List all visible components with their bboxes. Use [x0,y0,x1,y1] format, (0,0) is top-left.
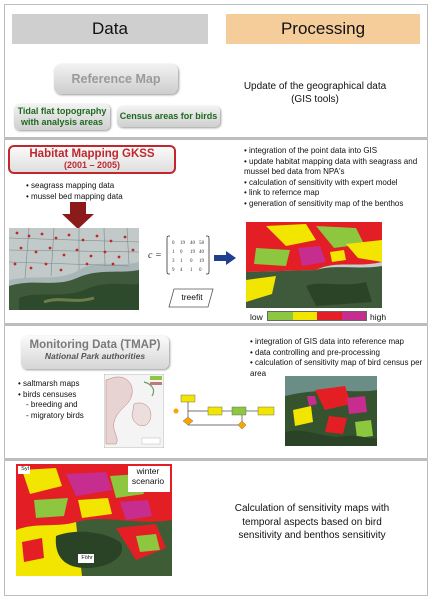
legend-swatch [268,312,293,320]
svg-text:19: 19 [199,259,204,264]
svg-text:c =: c = [148,250,162,261]
tmap-sub-list [26,400,116,421]
down-arrow-icon [60,202,96,230]
list-item: • saltmarsh maps [18,379,108,390]
legend-swatch [293,312,318,320]
svg-text:19: 19 [190,250,195,255]
monitoring-subtitle: National Park authorities [44,351,146,361]
legend-swatch [342,312,367,320]
svg-text:0: 0 [172,241,175,246]
legend-low-label: low [250,312,263,322]
reference-map-box: Reference Map [54,64,178,94]
habitat-mapping-box [8,145,176,174]
section-divider [4,458,428,461]
data-header: Data [12,14,208,44]
winter-scenario-label: winter scenario [131,466,165,486]
flowchart-diagram [172,391,276,437]
svg-text:19: 19 [180,241,185,246]
svg-text:0: 0 [180,250,183,255]
svg-text:40: 40 [190,241,195,246]
svg-text:1: 1 [172,250,175,255]
tmap-data-list [18,379,108,400]
census-areas-box: Census areas for birds [117,106,220,127]
list-item: - migratory birds [26,410,84,420]
list-item: • data controlling and pre-processing [250,348,428,359]
monitoring-title: Monitoring Data (TMAP) [29,339,161,351]
legend-high-label: high [370,312,387,322]
section-divider [4,137,428,140]
svg-text:4: 4 [180,268,183,273]
habitat-satellite-map [9,228,139,310]
benthos-sensitivity-map [246,222,382,308]
section-divider [4,323,428,326]
calculation-text: Calculation of sensitivity maps with temporal aspects based on bird sensitivity and benthos sensitivity [234,503,390,541]
habitat-mapping-years: (2001 – 2005) [63,160,121,170]
update-text: Update of the geographical data (GIS tools) [243,81,387,105]
habitat-mapping-title: Habitat Mapping GKSS [29,148,155,160]
list-item: • calculation of sensitivity with expert model [244,178,426,189]
svg-text:1: 1 [190,268,193,273]
list-item: • integration of GIS data into reference map [250,337,428,348]
monitoring-data-box [21,336,169,369]
list-item: - breeding and [26,400,78,409]
saltmarsh-map [104,374,164,448]
svg-text:40: 40 [199,250,204,255]
svg-text:3: 3 [172,259,175,264]
sensitivity-legend [267,311,367,321]
svg-text:0: 0 [199,268,202,273]
svg-text:9: 9 [172,268,175,273]
list-item: • integration of the point data into GIS [244,146,426,157]
list-item: • mussel bed mapping data [26,192,186,203]
list-item: • calculation of sensitivity map of bird census per area [250,358,428,379]
list-item: • seagrass mapping data [26,181,186,192]
list-item: • generation of sensitivity map of the benthos [244,199,426,210]
treefit-label: treefit [181,292,203,302]
sensitivity-matrix [148,232,210,278]
gkss-processing-list [244,146,426,209]
svg-text:58: 58 [199,241,204,246]
tmap-processing-list [250,337,428,379]
list-item: • link to refernce map [244,188,426,199]
svg-text:1: 1 [180,259,183,264]
svg-text:0: 0 [190,259,193,264]
foehr-label: Föhr [81,555,93,561]
gkss-data-list [26,181,186,202]
bird-census-map [285,376,377,446]
syl-label: Syl [21,466,29,472]
right-arrow-icon [214,251,236,265]
tidal-flat-box: Tidal flat topography with analysis areas [14,104,110,130]
list-item: • birds censuses [18,390,108,401]
legend-swatch [317,312,342,320]
processing-header: Processing [226,14,420,44]
list-item: • update habitat mapping data with seagrass and mussel bed data from NPA's [244,157,426,178]
